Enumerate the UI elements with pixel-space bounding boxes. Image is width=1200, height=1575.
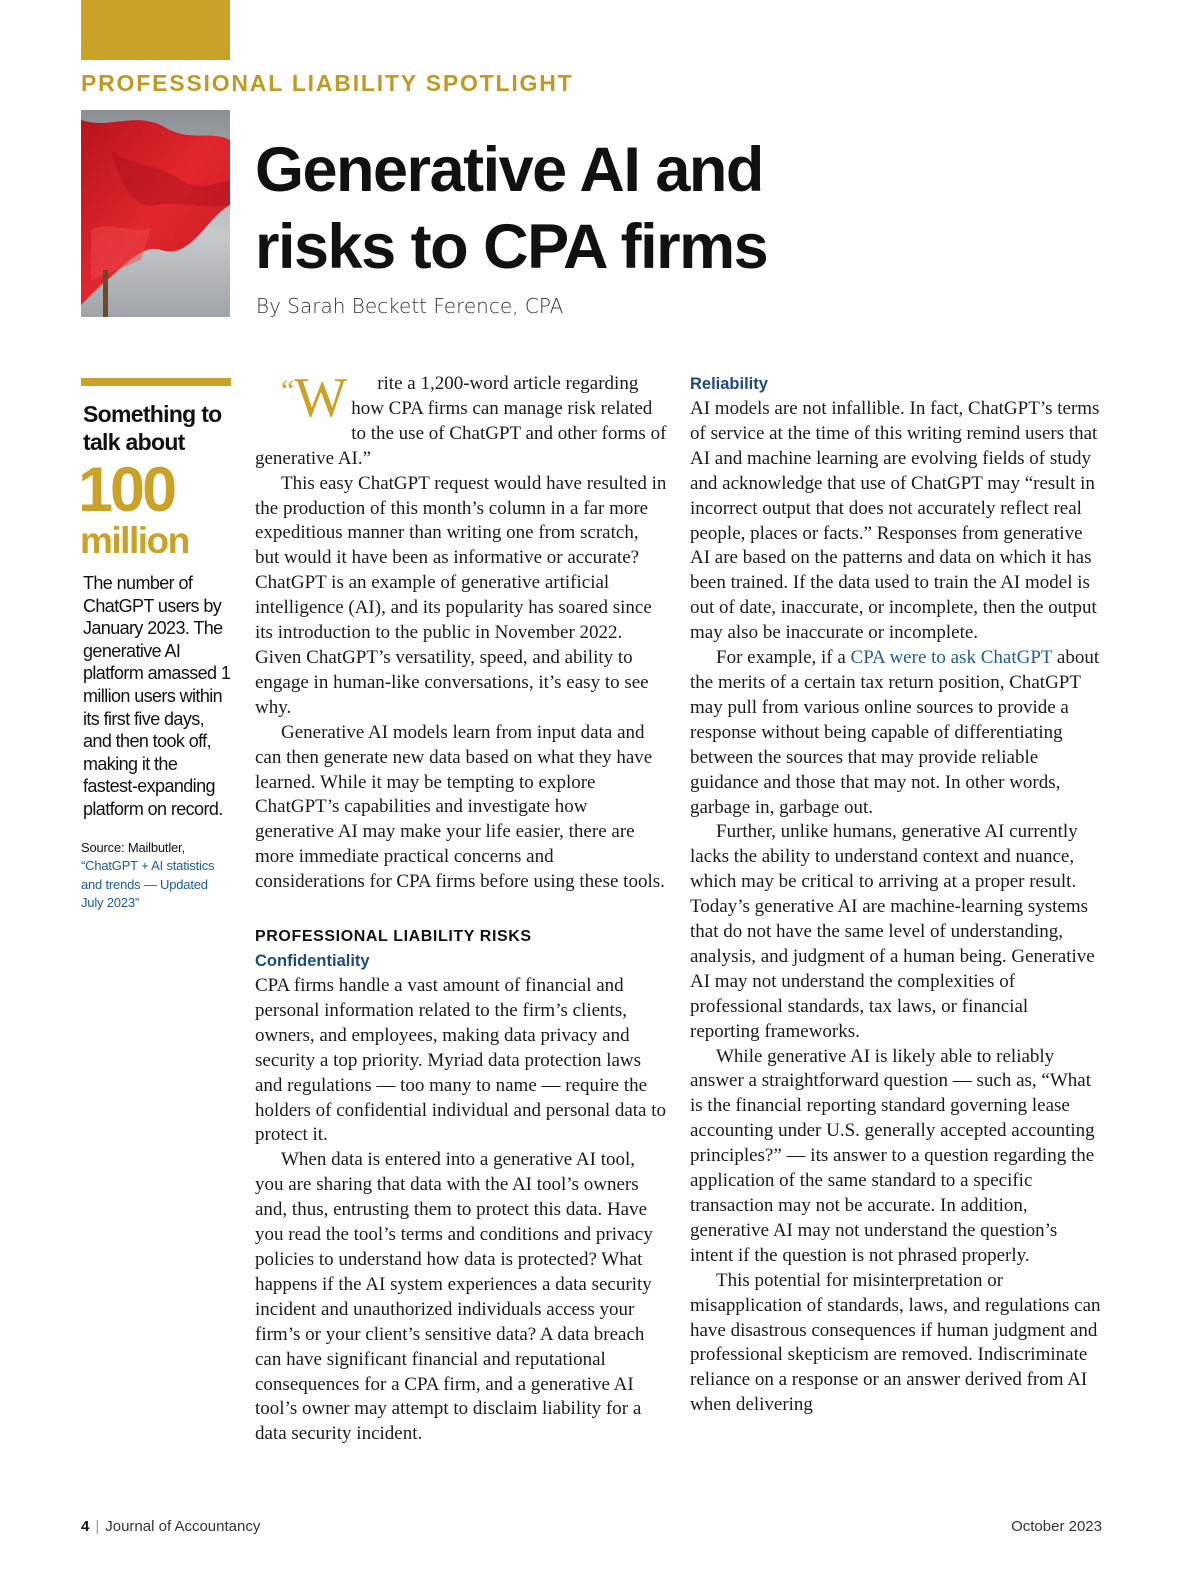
- body-paragraph: This potential for misinterpretation or misapplication of standards, laws, and regulations can have disastrous consequences if human judgment and professional skepticism are removed. Indiscriminate reliance on a response or an answer derived from AI when delivering: [690, 1269, 1101, 1416]
- page-number: 4: [81, 1518, 90, 1535]
- red-flag-photo-icon: [81, 110, 230, 317]
- stat-sidebar: [78, 378, 231, 913]
- sidebar-rule: [81, 378, 231, 386]
- body-paragraph: AI models are not infallible. In fact, ChatGPT’s terms of service at the time of this writing remind users that AI and machine learning are evolving fields of study and acknowledge that use of ChatGPT may “result in incorrect output that does not accurately reflect real people, places or facts.” Responses from generative AI are based on the patterns and data on which it has been trained. If the data used to train the AI model is out of date, inaccurate, or incomplete, then the output may also be inaccurate or incomplete.: [690, 398, 1100, 644]
- gold-accent-bar: [81, 0, 230, 60]
- body-paragraph: CPA firms handle a vast amount of financial and personal information related to the firm’s clients, owners, and employees, making data privacy and security a top priority. Myriad data protection laws and regulations — too many to name — require the holders of confidential individual and personal data to protect it.: [255, 975, 667, 1146]
- source-prefix: Source: Mailbutler,: [81, 839, 185, 855]
- byline: By Sarah Beckett Ference, CPA: [256, 294, 564, 318]
- issue-date: October 2023: [1011, 1518, 1102, 1535]
- body-paragraph: When data is entered into a generative AI tool, you are sharing that data with the AI tool’s owners and, thus, entrusting them to protect this data. Have you read the tool’s terms and conditions and privacy policies to understand how data is protected? What happens if the AI system experiences a data security incident and unauthorized individuals access your firm’s or your client’s sensitive data? A data breach can have significant financial and reputational consequences for a CPA firm, and a generative AI tool’s owner may attempt to disclaim liability for a data security incident.: [255, 1149, 653, 1445]
- footer-separator: |: [95, 1518, 100, 1535]
- intro-paragraph: “W rite a 1,200-word article regarding how CPA firms can manage risk related to the use of ChatGPT and other forms of generative AI.”: [255, 367, 667, 469]
- section-kicker: PROFESSIONAL LIABILITY SPOTLIGHT: [81, 70, 574, 96]
- source-link[interactable]: “ChatGPT + AI statistics and trends — Updated July 2023”: [81, 858, 215, 911]
- section-heading: PROFESSIONAL LIABILITY RISKS: [255, 928, 532, 946]
- article-title: Generative AI and risks to CPA firms: [255, 135, 768, 282]
- stat-source: [81, 839, 231, 913]
- stat-unit: million: [80, 520, 189, 561]
- body-paragraph: For example, if a CPA were to ask ChatGPT about the merits of a certain tax return position, ChatGPT may pull from various online sources to provide a response without being capable of differentiating between the sources that may provide reliable guidance and those that may not. In other words, garbage in, garbage out.: [690, 647, 1100, 818]
- inline-link[interactable]: CPA were to ask ChatGPT: [850, 647, 1053, 669]
- body-paragraph: This easy ChatGPT request would have resulted in the production of this month’s column in a far more expeditious manner than writing one from scratch, but would it have been as informative or accurate? ChatGPT is an example of generative artificial intelligence (AI), and its popularity has soared since its introduction to the public in November 2022. Given ChatGPT’s versatility, speed, and ability to engage in human-like conversations, it’s easy to see why.: [255, 472, 667, 718]
- body-paragraph: Generative AI models learn from input data and can then generate new data based on what they have learned. While it may be tempting to explore ChatGPT’s capabilities and investigate how generative AI may make your life easier, there are more immediate practical concerns and considerations for CPA firms before using these tools.: [255, 721, 665, 893]
- article-column-left: [255, 367, 667, 1447]
- body-paragraph: While generative AI is likely able to reliably answer a straightforward question — such as, “What is the financial reporting standard governing lease accounting under U.S. generally accepted accounting principles?” — its answer to a question regarding the application of the same standard to a specific transaction may not be accurate. In addition, generative AI may not understand the question’s intent if the question is not phrased properly.: [690, 1045, 1095, 1266]
- stat-number: 100: [78, 455, 175, 525]
- reliability-heading: Reliability: [690, 375, 768, 393]
- drop-cap: “W: [281, 367, 348, 429]
- body-paragraph: Further, unlike humans, generative AI currently lacks the ability to understand context and nuance, which may be critical to arriving at a proper result. Today’s generative AI are machine-learning systems that do not have the same level of understanding, analysis, and judgment of a human being. Generative AI may not understand the complexities of professional standards, tax laws, or financial reporting frameworks.: [690, 821, 1095, 1042]
- sidebar-heading: Something to talk about: [83, 401, 222, 455]
- publication-name: Journal of Accountancy: [105, 1518, 261, 1535]
- confidentiality-heading: Confidentiality: [255, 952, 370, 971]
- stat-description: The number of ChatGPT users by January 2023. The generative AI platform amassed 1 million users within its first five days, and then took off, making it the fastest-expanding platform on record.: [83, 573, 231, 819]
- article-column-right: [690, 372, 1102, 1418]
- page-footer-left: [81, 1518, 260, 1535]
